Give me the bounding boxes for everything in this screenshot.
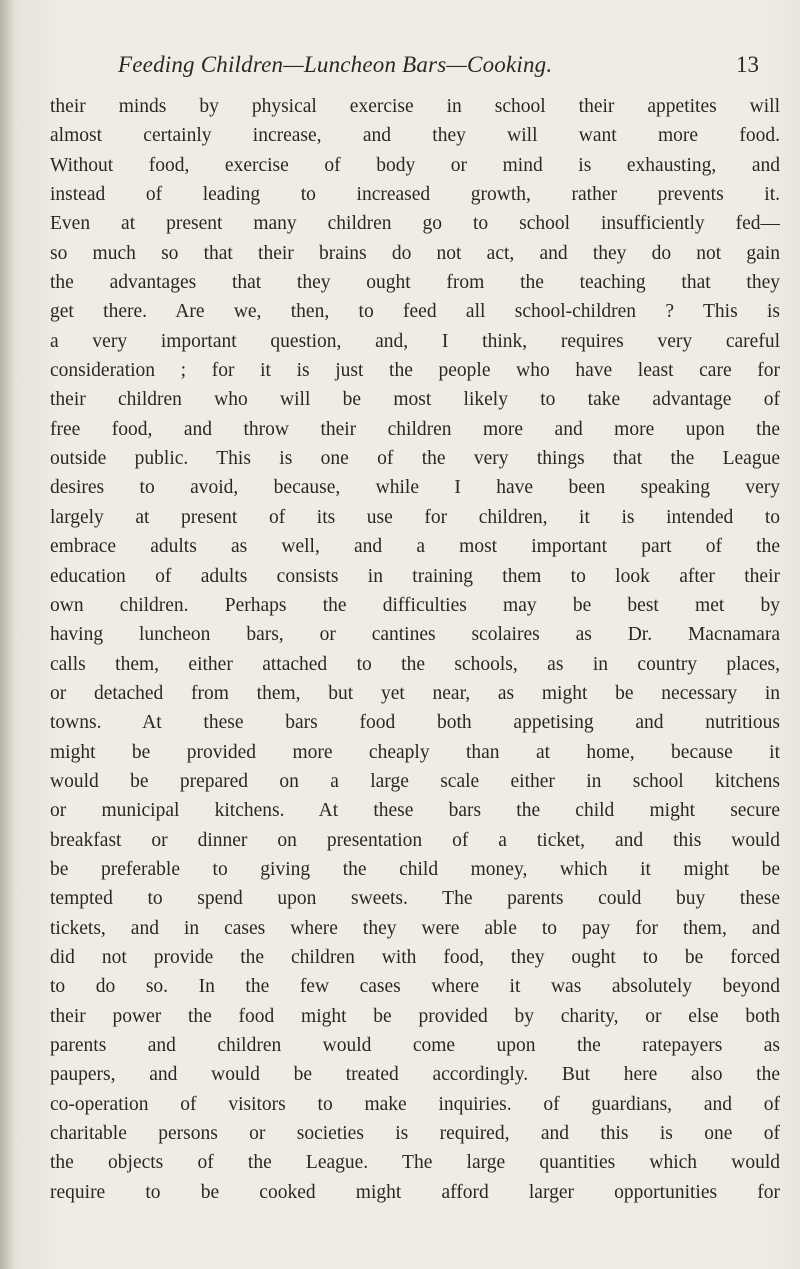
text-line: might be provided more cheaply than at home, because it	[50, 741, 780, 763]
text-line: require to be cooked might afford larger opportunities for	[50, 1181, 780, 1203]
text-line: calls them, either attached to the schools, as in country places,	[50, 653, 780, 675]
text-line: own children. Perhaps the difficulties may be best met by	[50, 594, 780, 616]
text-line: outside public. This is one of the very things that the League	[50, 448, 780, 470]
text-line: or detached from them, but yet near, as might be necessary in	[50, 682, 780, 704]
text-line: Without food, exercise of body or mind is exhausting, and	[50, 154, 780, 176]
text-line: free food, and throw their children more and more upon the	[50, 418, 780, 440]
text-line: parents and children would come upon the ratepayers as	[50, 1035, 780, 1056]
text-line: paupers, and would be treated accordingly. But here also the	[50, 1064, 780, 1086]
text-line: the advantages that they ought from the teaching that they	[50, 272, 780, 294]
text-line: tickets, and in cases where they were able to pay for them, and	[50, 917, 780, 939]
text-line: consideration ; for it is just the people who have least care for	[50, 360, 780, 382]
text-line: so much so that their brains do not act, and they do not gain	[50, 242, 780, 264]
body-text	[50, 92, 780, 1207]
text-line: education of adults consists in training them to look after their	[50, 565, 780, 587]
running-head	[0, 52, 800, 84]
text-line: their children who will be most likely to take advantage of	[50, 389, 780, 411]
text-line: to do so. In the few cases where it was absolutely beyond	[50, 976, 780, 998]
text-line: desires to avoid, because, while I have been speaking very	[50, 477, 780, 499]
text-line: their power the food might be provided by charity, or else both	[50, 1005, 780, 1027]
text-line: a very important question, and, I think, requires very careful	[50, 330, 780, 352]
gutter-shadow	[0, 0, 14, 1269]
text-line: co-operation of visitors to make inquiries. of guardians, and of	[50, 1093, 780, 1115]
text-line: largely at present of its use for children, it is intended to	[50, 506, 780, 528]
text-line: breakfast or dinner on presentation of a ticket, and this would	[50, 829, 780, 851]
text-line: would be prepared on a large scale either in school kitchens	[50, 770, 780, 792]
text-line: be preferable to giving the child money, which it might be	[50, 858, 780, 880]
text-line: towns. At these bars food both appetising and nutritious	[50, 712, 780, 734]
text-line: charitable persons or societies is required, and this is one of	[50, 1123, 780, 1145]
text-line: the objects of the League. The large quantities which would	[50, 1152, 780, 1174]
text-line: their minds by physical exercise in school their appetites will	[50, 96, 780, 117]
text-line: get there. Are we, then, to feed all school-children ? This is	[50, 301, 780, 323]
text-line: or municipal kitchens. At these bars the child might secure	[50, 800, 780, 822]
text-line: almost certainly increase, and they will want more food.	[50, 125, 780, 147]
text-line: tempted to spend upon sweets. The parents could buy these	[50, 888, 780, 910]
text-line: did not provide the children with food, they ought to be forced	[50, 946, 780, 968]
running-head-title: Feeding Children—Luncheon Bars—Cooking.	[118, 52, 553, 77]
page-number: 13	[736, 52, 759, 77]
text-line: having luncheon bars, or cantines scolaires as Dr. Macnamara	[50, 624, 780, 646]
text-line: embrace adults as well, and a most important part of the	[50, 536, 780, 558]
text-line: Even at present many children go to school insufficiently fed—	[50, 213, 780, 235]
text-line: instead of leading to increased growth, rather prevents it.	[50, 184, 780, 206]
